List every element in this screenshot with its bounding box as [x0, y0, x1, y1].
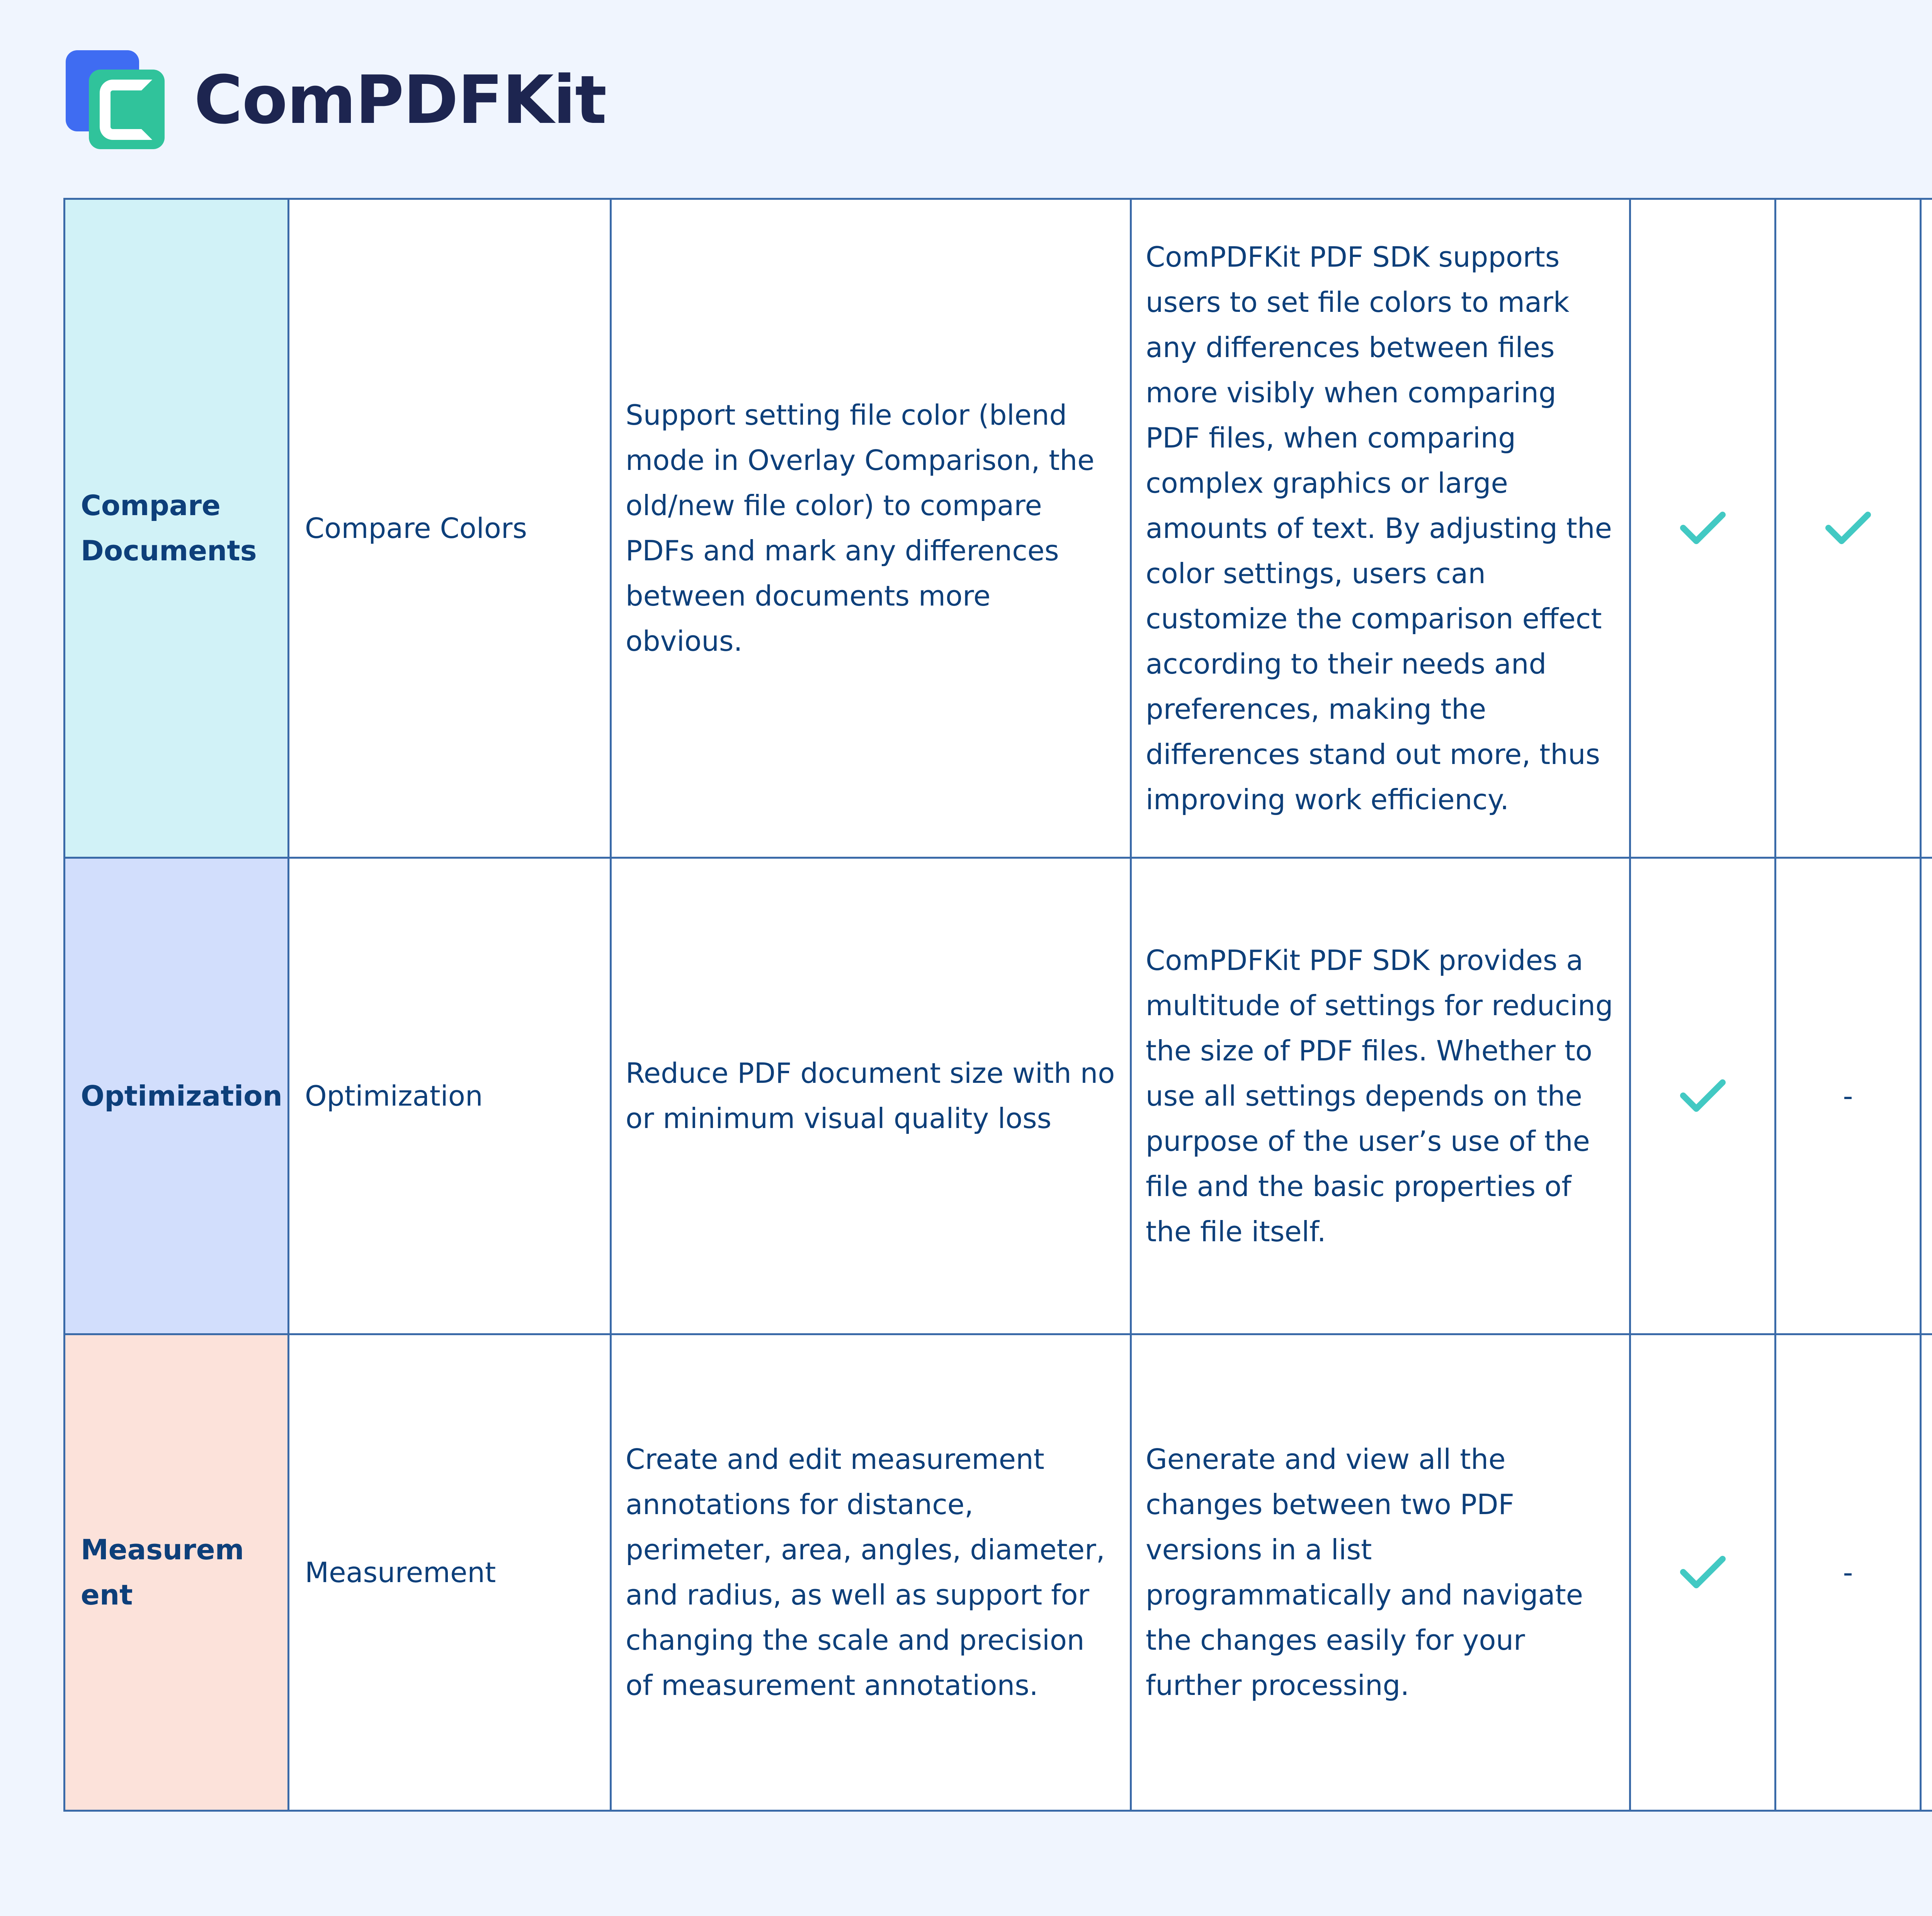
category-cell: Compare Documents: [65, 199, 289, 858]
compdfkit-logo-icon: [66, 50, 165, 149]
unsupported-dash: -: [1843, 1079, 1853, 1112]
checkmark-icon: [1922, 511, 1932, 546]
feature-comparison-table: [63, 198, 1932, 1812]
supported-cell: [1630, 199, 1776, 858]
feature-summary-cell: Support setting file color (blend mode in Overlay Comparison, the old/new file color) to compare PDFs and mark any differences between documents more obvious.: [611, 199, 1131, 858]
feature-description-cell: ComPDFKit PDF SDK provides a multitude of settings for reducing the size of PDF files. Whether to use all settings depends on the purpose of the user’s use of the file and the basic properties of the file itself.: [1131, 858, 1630, 1334]
table-row: [65, 858, 1932, 1334]
feature-name-cell: Measurement: [289, 1334, 611, 1811]
category-cell: Optimization: [65, 858, 289, 1334]
feature-summary-cell: Create and edit measurement annotations for distance, perimeter, area, angles, diameter, and radius, as well as support for changing the scale and precision of measurement annotations.: [611, 1334, 1131, 1811]
supported-cell: [1921, 858, 1932, 1334]
feature-name-cell: Compare Colors: [289, 199, 611, 858]
supported-cell: [1630, 858, 1776, 1334]
feature-description-cell: ComPDFKit PDF SDK supports users to set file colors to mark any differences between files more visibly when comparing PDF files, when comparing complex graphics or large amounts of text. By adjusting the color settings, users can customize the comparison effect according to their needs and preferences, making the differences stand out more, thus improving work efficiency.: [1131, 199, 1630, 858]
category-cell: Measurem ent: [65, 1334, 289, 1811]
brand-name: ComPDFKit: [194, 61, 606, 139]
checkmark-icon: [1631, 511, 1774, 546]
feature-name-cell: Optimization: [289, 858, 611, 1334]
checkmark-icon: [1631, 1555, 1774, 1590]
feature-description-cell: Generate and view all the changes between two PDF versions in a list programmatically and navigate the changes easily for your further processing.: [1131, 1334, 1630, 1811]
feature-summary-cell: Reduce PDF document size with no or minimum visual quality loss: [611, 858, 1131, 1334]
checkmark-icon: [1922, 1079, 1932, 1113]
table-row: [65, 199, 1932, 858]
supported-cell: [1630, 1334, 1776, 1811]
checkmark-icon: [1776, 511, 1920, 546]
unsupported-cell: [1776, 858, 1921, 1334]
unsupported-cell: [1921, 1334, 1932, 1811]
supported-cell: [1921, 199, 1932, 858]
unsupported-cell: [1776, 1334, 1921, 1811]
checkmark-icon: [1631, 1079, 1774, 1113]
unsupported-dash: -: [1843, 1556, 1853, 1589]
brand-header: [66, 49, 606, 150]
table-row: [65, 1334, 1932, 1811]
supported-cell: [1776, 199, 1921, 858]
